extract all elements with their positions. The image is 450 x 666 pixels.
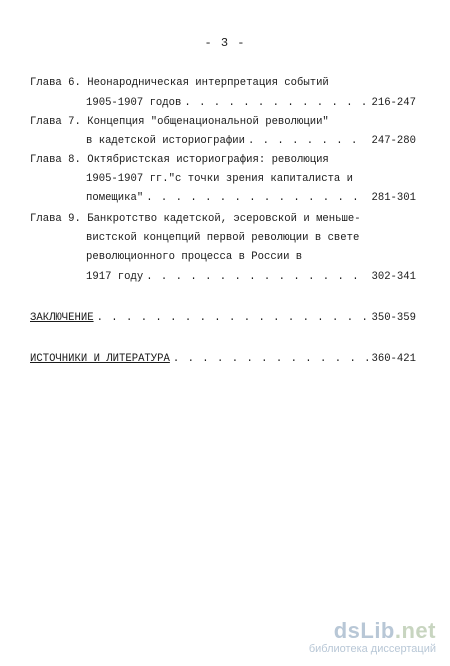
watermark-logo-tld: .net <box>394 618 436 643</box>
toc-chapter-7-title: Глава 7. Концепция "общенациональной революции" <box>30 116 329 128</box>
dot-leader <box>248 134 369 148</box>
dot-leader <box>184 96 368 110</box>
page-number: - 3 - <box>204 36 246 50</box>
toc-chapter-6-pages: 216-247 <box>371 97 416 109</box>
toc-sources-label: ИСТОЧНИКИ И ЛИТЕРАТУРА <box>30 353 170 365</box>
watermark <box>309 619 436 656</box>
watermark-logo-main: dsLib <box>333 618 395 643</box>
toc-chapter-8-entry <box>86 191 416 205</box>
watermark-subtitle: библиотека диссертаций <box>308 643 436 655</box>
toc-chapter-7-pages: 247-280 <box>371 135 416 147</box>
toc-chapter-8-title-cont-2: помещика" <box>86 192 144 204</box>
toc-conclusion-entry <box>30 311 416 325</box>
toc-chapter-8-title-cont: 1905-1907 гг."с точки зрения капиталиста и <box>86 173 354 185</box>
toc-chapter-9-pages: 302-341 <box>371 271 416 283</box>
toc-chapter-9-title-cont: вистской концепций первой революции в свете <box>86 232 360 244</box>
toc-chapter-7-entry <box>86 134 416 148</box>
toc-chapter-9-title: Глава 9. Банкротство кадетской, эсеровской и меньше- <box>30 213 361 225</box>
toc-sources-pages: 360-421 <box>371 353 416 365</box>
toc-chapter-9-title-cont-2: революционного процесса в России в <box>86 251 303 263</box>
dot-leader <box>146 191 368 205</box>
dot-leader <box>173 352 369 366</box>
toc-chapter-8-pages: 281-301 <box>371 192 416 204</box>
toc-chapter-6-title-cont: 1905-1907 годов <box>86 97 182 109</box>
watermark-logo <box>309 619 436 643</box>
dot-leader <box>97 311 369 325</box>
dot-leader <box>146 270 368 284</box>
toc-chapter-6-entry <box>86 96 416 110</box>
toc-chapter-7-title-cont: в кадетской историографии <box>86 135 245 147</box>
toc-chapter-9-title-cont-3: 1917 году <box>86 271 144 283</box>
toc-chapter-8-title: Глава 8. Октябристская историография: революция <box>30 154 329 166</box>
toc-chapter-9-entry <box>86 270 416 284</box>
toc-chapter-6-title: Глава 6. Неонародническая интерпретация событий <box>30 77 329 89</box>
toc-conclusion-pages: 350-359 <box>371 312 416 324</box>
toc-sources-entry <box>30 352 416 366</box>
toc-conclusion-label: ЗАКЛЮЧЕНИЕ <box>30 312 94 324</box>
